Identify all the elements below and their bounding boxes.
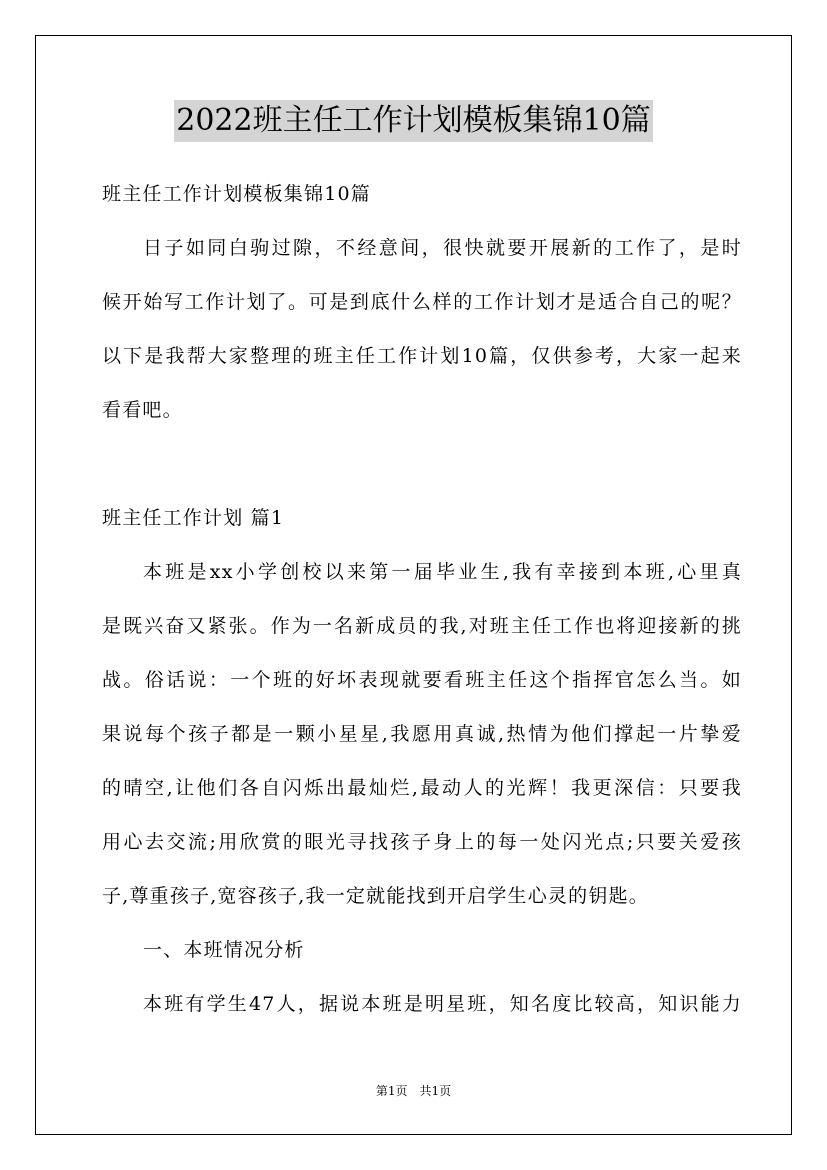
intro-line: 以下是我帮大家整理的班主任工作计划10篇，仅供参考，大家一起来 xyxy=(102,345,742,367)
subsection-heading: 一、本班情况分析 xyxy=(143,939,305,961)
section-line: 是既兴奋又紧张。作为一名新成员的我,对班主任工作也将迎接新的挑 xyxy=(102,615,742,637)
document-subtitle: 班主任工作计划模板集锦10篇 xyxy=(102,183,371,205)
document-title: 2022班主任工作计划模板集锦10篇 xyxy=(174,100,653,142)
section-line: 战。俗话说：一个班的好坏表现就要看班主任这个指挥官怎么当。如 xyxy=(102,669,742,691)
section-line: 子,尊重孩子,宽容孩子,我一定就能找到开启学生心灵的钥匙。 xyxy=(102,885,649,907)
title-container xyxy=(0,100,827,142)
document-body xyxy=(102,172,742,1036)
paragraph-spacer xyxy=(102,442,742,496)
subsection-line: 本班有学生47人，据说本班是明星班，知名度比较高，知识能力 xyxy=(143,993,742,1015)
section-line: 用心去交流;用欣赏的眼光寻找孩子身上的每一处闪光点;只要关爱孩 xyxy=(102,831,742,853)
section-line: 果说每个孩子都是一颗小星星,我愿用真诚,热情为他们撑起一片挚爱 xyxy=(102,723,742,745)
section-line: 本班是xx小学创校以来第一届毕业生,我有幸接到本班,心里真 xyxy=(143,561,742,583)
page-footer: 第1页 共1页 xyxy=(375,1084,452,1098)
section-line: 的晴空,让他们各自闪烁出最灿烂,最动人的光辉！我更深信：只要我 xyxy=(102,777,742,799)
intro-line: 看看吧。 xyxy=(102,399,183,421)
section-heading: 班主任工作计划 篇1 xyxy=(102,507,285,529)
intro-line: 日子如同白驹过隙，不经意间，很快就要开展新的工作了，是时 xyxy=(143,237,742,259)
intro-line: 候开始写工作计划了。可是到底什么样的工作计划才是适合自己的呢？ xyxy=(102,291,742,313)
